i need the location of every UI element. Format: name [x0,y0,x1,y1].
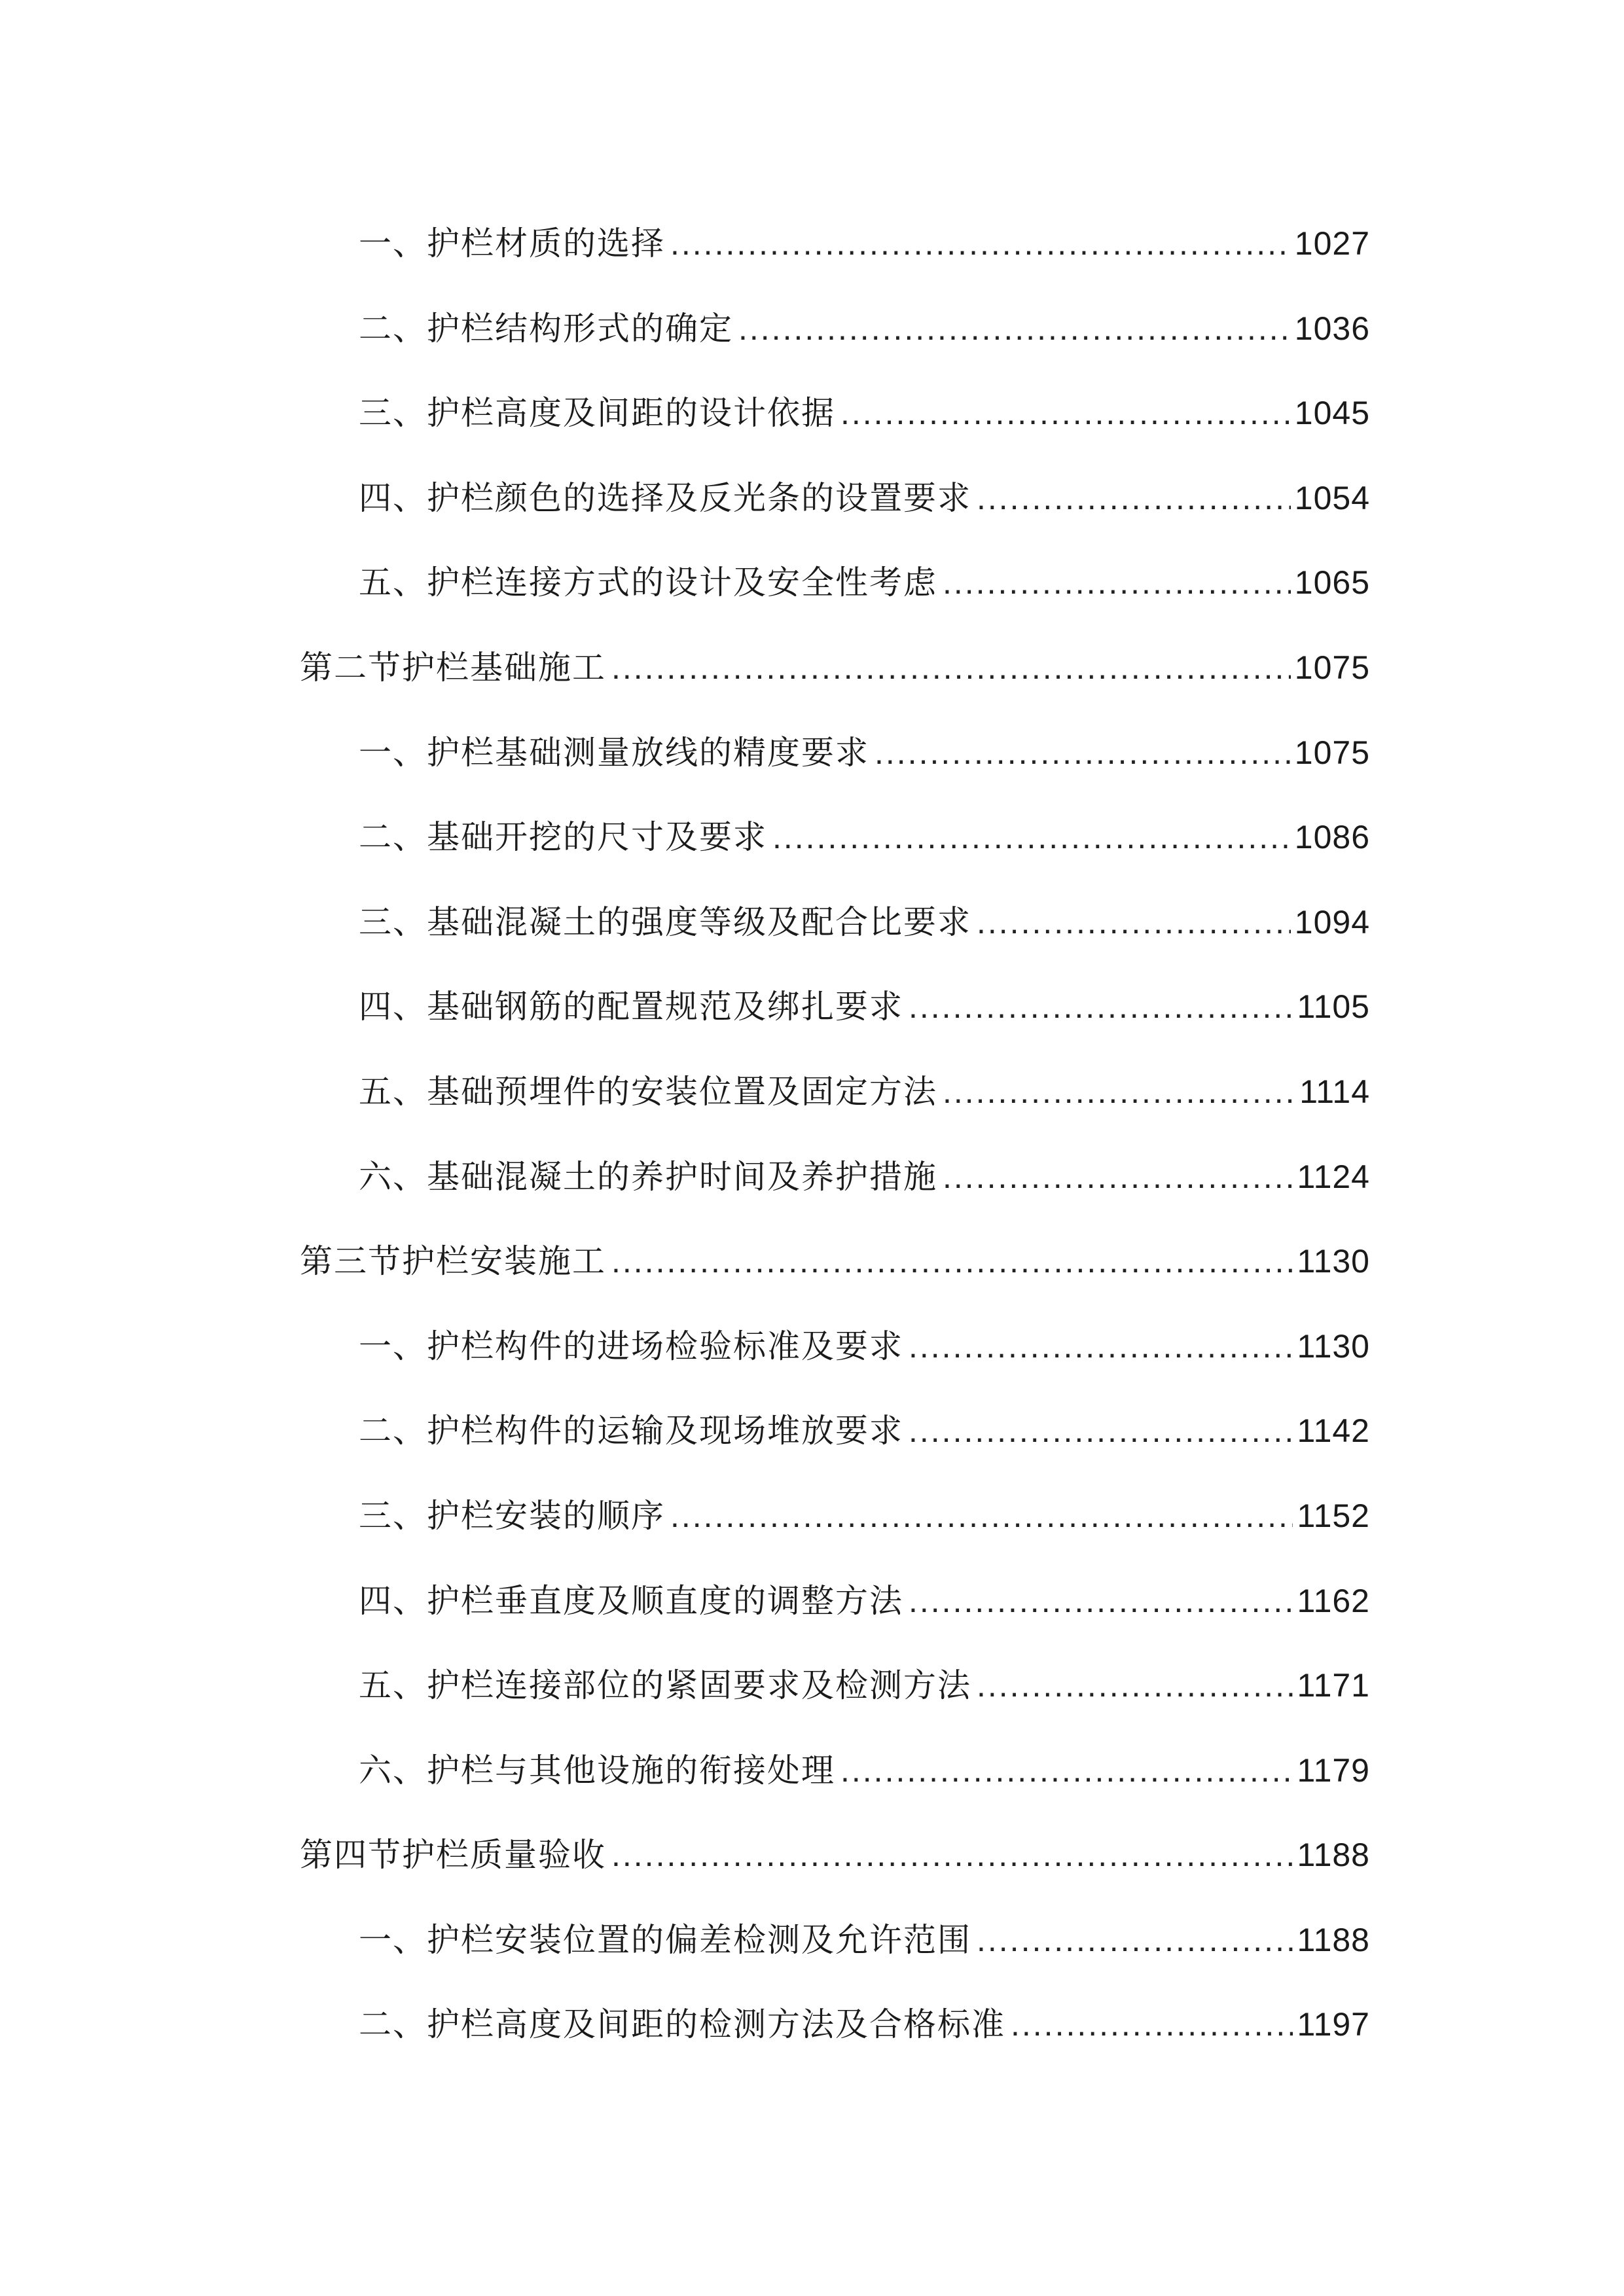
toc-dot-leader [943,1050,1295,1135]
toc-entry-title: 一、护栏构件的进场检验标准及要求 [359,1327,903,1365]
toc-page-number: 1075 [1294,649,1370,686]
toc-page-number: 1054 [1294,479,1370,516]
toc-section-entry[interactable] [0,626,1624,711]
toc-dot-leader [1011,1982,1293,2068]
toc-page-number: 1130 [1297,1327,1370,1365]
toc-entry-title: 四、护栏颜色的选择及反光条的设置要求 [359,478,971,517]
toc-page-number: 1094 [1294,903,1370,941]
toc-dot-leader [611,1813,1293,1898]
toc-entry-title: 一、护栏材质的选择 [359,224,665,262]
toc-page-number: 1114 [1299,1073,1370,1110]
toc-dot-leader [670,202,1291,287]
toc-section-entry[interactable] [0,1813,1624,1898]
toc-entry-title: 三、基础混凝土的强度等级及配合比要求 [359,903,971,941]
toc-entry[interactable] [0,1389,1624,1474]
toc-page-number: 1179 [1297,1751,1370,1789]
toc-page-number: 1124 [1297,1158,1370,1195]
toc-entry-title: 二、护栏高度及间距的检测方法及合格标准 [359,2005,1005,2044]
toc-dot-leader [840,371,1291,456]
toc-page-number: 1045 [1294,395,1370,432]
toc-dot-leader [977,1643,1293,1729]
toc-page-number: 1130 [1297,1243,1370,1280]
table-of-contents [0,202,1624,2068]
toc-entry[interactable] [0,1898,1624,1983]
toc-page-number: 1086 [1294,819,1370,856]
toc-entry[interactable] [0,1304,1624,1390]
toc-dot-leader [943,541,1291,626]
toc-dot-leader [840,1729,1293,1814]
toc-dot-leader [943,1135,1293,1220]
toc-dot-leader [909,1304,1293,1390]
toc-entry[interactable] [0,1729,1624,1814]
toc-section-title: 第三节护栏安装施工 [300,1242,606,1281]
toc-entry-title: 四、护栏垂直度及顺直度的调整方法 [359,1581,903,1620]
toc-entry-title: 三、护栏安装的顺序 [359,1496,665,1535]
toc-entry[interactable] [0,795,1624,880]
toc-entry[interactable] [0,1643,1624,1729]
toc-dot-leader [670,1474,1293,1559]
toc-dot-leader [977,456,1291,541]
toc-entry[interactable] [0,1050,1624,1135]
toc-section-entry[interactable] [0,1219,1624,1304]
toc-page-number: 1152 [1297,1497,1370,1534]
toc-entry[interactable] [0,1982,1624,2068]
toc-entry-title: 五、护栏连接方式的设计及安全性考虑 [359,564,937,602]
toc-entry-title: 六、护栏与其他设施的衔接处理 [359,1751,835,1789]
toc-entry-title: 一、护栏基础测量放线的精度要求 [359,733,869,772]
toc-page-number: 1171 [1297,1667,1370,1704]
toc-dot-leader [909,1559,1293,1644]
toc-page-number: 1162 [1297,1582,1370,1619]
toc-entry[interactable] [0,202,1624,287]
toc-page-number: 1105 [1297,988,1370,1026]
toc-dot-leader [611,626,1291,711]
toc-page-number: 1188 [1297,1837,1370,1874]
toc-entry[interactable] [0,456,1624,541]
toc-dot-leader [875,711,1291,796]
toc-dot-leader [611,1219,1293,1304]
toc-entry[interactable] [0,541,1624,626]
toc-entry-title: 二、护栏结构形式的确定 [359,309,733,348]
toc-entry-title: 五、护栏连接部位的紧固要求及检测方法 [359,1666,971,1705]
toc-entry-title: 四、基础钢筋的配置规范及绑扎要求 [359,988,903,1026]
toc-section-title: 第二节护栏基础施工 [300,648,606,687]
toc-dot-leader [909,1389,1293,1474]
toc-section-title: 第四节护栏质量验收 [300,1836,606,1874]
toc-entry-title: 二、护栏构件的运输及现场堆放要求 [359,1412,903,1450]
toc-page-number: 1197 [1297,2006,1370,2043]
toc-page-number: 1188 [1297,1921,1370,1958]
toc-dot-leader [977,880,1291,965]
toc-entry[interactable] [0,880,1624,965]
toc-page-number: 1036 [1294,310,1370,347]
toc-entry-title: 一、护栏安装位置的偏差检测及允许范围 [359,1920,971,1959]
toc-entry-title: 三、护栏高度及间距的设计依据 [359,394,835,433]
toc-entry[interactable] [0,371,1624,456]
toc-page-number: 1065 [1294,564,1370,601]
toc-dot-leader [909,965,1293,1050]
toc-entry[interactable] [0,1135,1624,1220]
toc-entry[interactable] [0,287,1624,372]
toc-entry[interactable] [0,1559,1624,1644]
toc-page-number: 1142 [1297,1412,1370,1450]
toc-entry-title: 五、基础预埋件的安装位置及固定方法 [359,1072,937,1111]
toc-dot-leader [772,795,1291,880]
toc-page-number: 1027 [1294,225,1370,262]
toc-dot-leader [977,1898,1293,1983]
toc-entry[interactable] [0,965,1624,1050]
toc-entry-title: 六、基础混凝土的养护时间及养护措施 [359,1157,937,1196]
toc-entry[interactable] [0,711,1624,796]
toc-page-number: 1075 [1294,734,1370,771]
toc-entry-title: 二、基础开挖的尺寸及要求 [359,818,767,857]
toc-entry[interactable] [0,1474,1624,1559]
toc-dot-leader [738,287,1291,372]
